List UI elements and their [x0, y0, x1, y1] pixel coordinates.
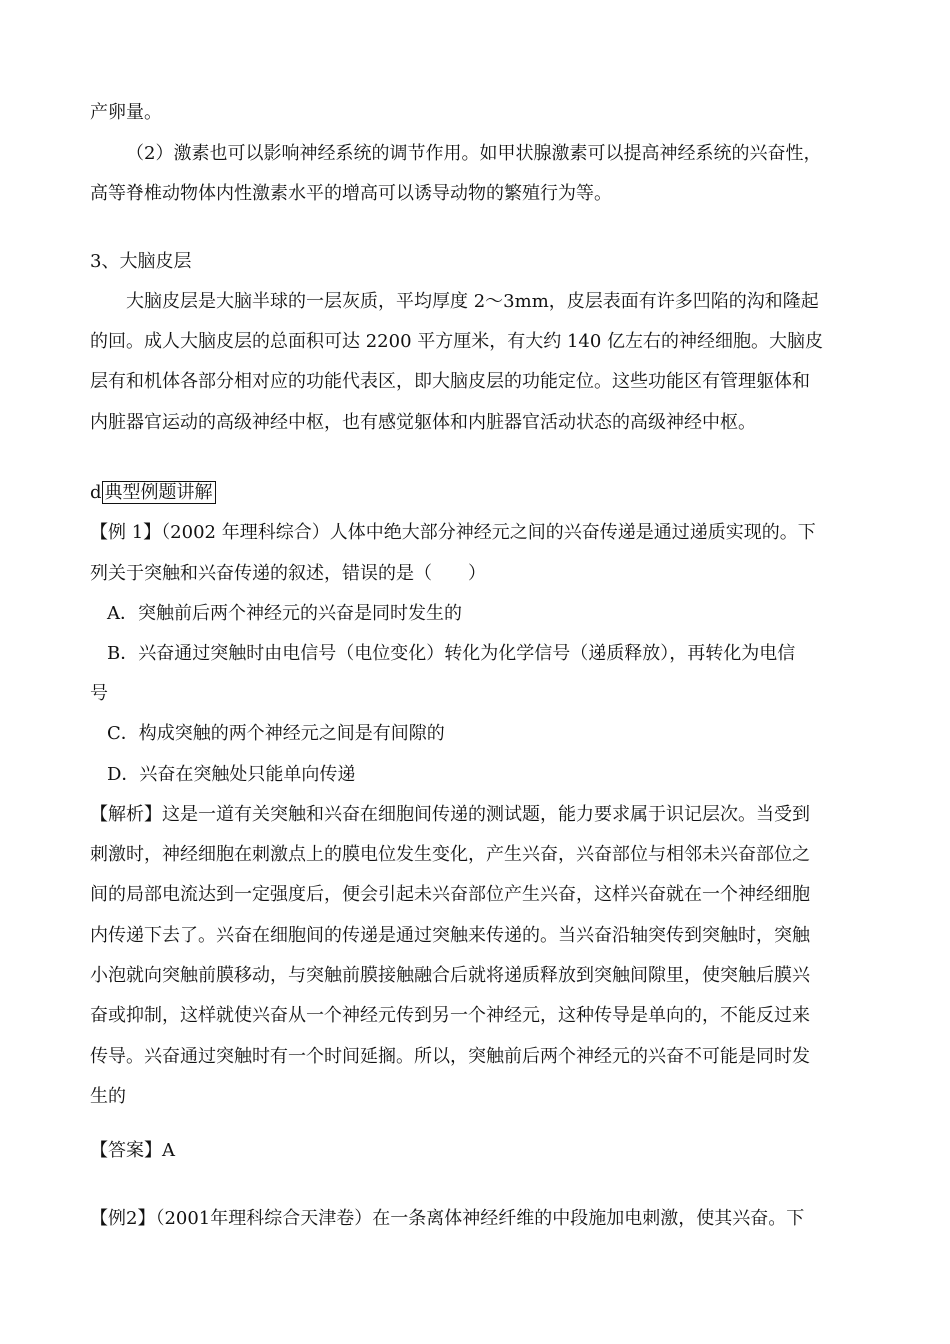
- analysis-line: 奋或抑制，这样就使兴奋从一个神经元传到另一个神经元，这种传导是单向的，不能反过来: [90, 1005, 810, 1026]
- option-d: D．兴奋在突触处只能单向传递: [107, 764, 356, 785]
- text-line: 内脏器官运动的高级神经中枢，也有感觉躯体和内脏器官活动状态的高级神经中枢。: [90, 412, 756, 433]
- analysis-line: 小泡就向突触前膜移动，与突触前膜接触融合后就将递质释放到突触间隙里，使突触后膜兴: [90, 965, 810, 986]
- analysis-line: 生的: [90, 1086, 126, 1107]
- answer-line: 【答案】A: [90, 1140, 175, 1161]
- option-b: B．兴奋通过突触时由电信号（电位变化）转化为化学信号（递质释放），再转化为电信: [107, 643, 796, 664]
- section-prefix: d: [90, 482, 102, 503]
- text-line: 大脑皮层是大脑半球的一层灰质，平均厚度 2～3mm，皮层表面有许多凹陷的沟和隆起: [126, 291, 819, 312]
- analysis-line: 内传递下去了。兴奋在细胞间的传递是通过突触来传递的。当兴奋沿轴突传到突触时，突触: [90, 925, 810, 946]
- text-line: 产卵量。: [90, 102, 162, 123]
- example1-question: 【例 1】（2002 年理科综合）人体中绝大部分神经元之间的兴奋传递是通过递质实现的。下: [90, 522, 816, 543]
- analysis-line: 间的局部电流达到一定强度后，便会引起未兴奋部位产生兴奋，这样兴奋就在一个神经细胞: [90, 884, 810, 905]
- option-a: A．突触前后两个神经元的兴奋是同时发生的: [107, 603, 462, 624]
- section-heading: 3、大脑皮层: [90, 251, 192, 272]
- text-line: （2）激素也可以影响神经系统的调节作用。如甲状腺激素可以提高神经系统的兴奋性，: [126, 143, 822, 164]
- text-line: 层有和机体各部分相对应的功能代表区，即大脑皮层的功能定位。这些功能区有管理躯体和: [90, 371, 810, 392]
- section-title-box: 典型例题讲解: [102, 481, 216, 504]
- option-c: C．构成突触的两个神经元之间是有间隙的: [107, 723, 445, 744]
- section-title-row: [90, 480, 910, 506]
- analysis-line: 【解析】这是一道有关突触和兴奋在细胞间传递的测试题，能力要求属于识记层次。当受到: [90, 804, 810, 825]
- example1-question-cont: 列关于突触和兴奋传递的叙述，错误的是（ ）: [90, 563, 486, 584]
- example2-question: 【例2】（2001年理科综合天津卷）在一条离体神经纤维的中段施加电刺激，使其兴奋。下: [90, 1208, 805, 1229]
- analysis-line: 刺激时，神经细胞在刺激点上的膜电位发生变化，产生兴奋，兴奋部位与相邻未兴奋部位之: [90, 844, 810, 865]
- text-line: 高等脊椎动物体内性激素水平的增高可以诱导动物的繁殖行为等。: [90, 183, 612, 204]
- option-b-cont: 号: [90, 683, 108, 704]
- text-line: 的回。成人大脑皮层的总面积可达 2200 平方厘米，有大约 140 亿左右的神经细胞。大脑皮: [90, 331, 824, 352]
- analysis-line: 传导。兴奋通过突触时有一个时间延搁。所以，突触前后两个神经元的兴奋不可能是同时发: [90, 1046, 810, 1067]
